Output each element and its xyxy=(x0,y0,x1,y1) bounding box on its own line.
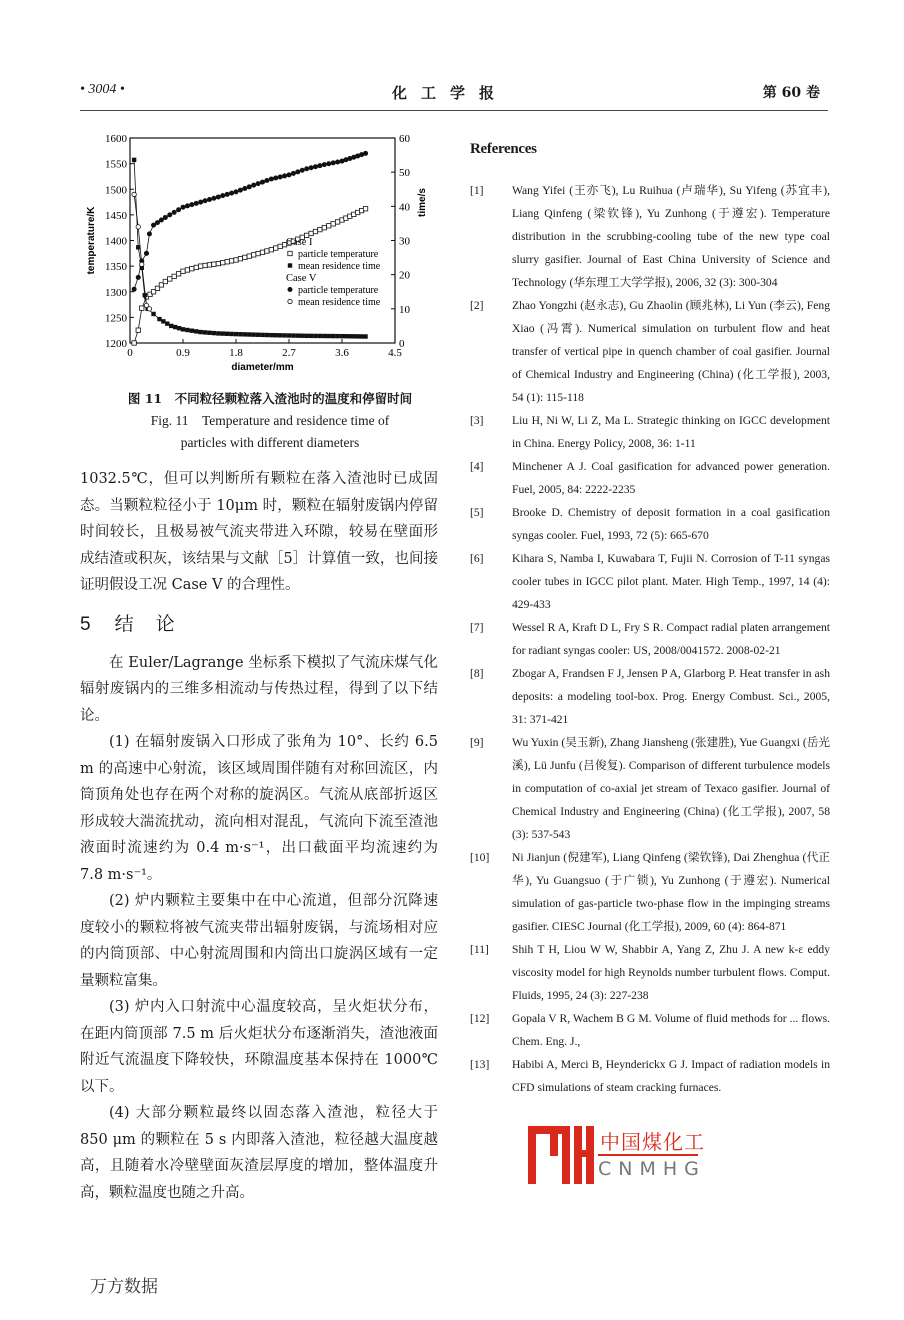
plot-frame xyxy=(130,138,395,343)
legend-group: Case I xyxy=(286,237,313,248)
watermark-en: CNMHG xyxy=(598,1158,706,1180)
reference-item xyxy=(470,455,830,501)
paragraph: 1032.5℃，但可以判断所有颗粒在落入渣池时已成固态。当颗粒粒径小于 10μm 时，颗粒在辐射废锅内停留时间较长，且极易被气流夹带进入环隙，较易在壁面形成结渣或积灰，该结果与文献［5］计算值一致，也间接证明假设工况 Case V 的合理性。 xyxy=(80,471,438,593)
watermark-cn: 中国煤化工 xyxy=(598,1126,707,1155)
y-tick-label: 1600 xyxy=(105,133,127,145)
y-tick-label: 1350 xyxy=(105,261,127,274)
journal-title: 化工学报 xyxy=(391,84,508,102)
references-title: References xyxy=(470,141,537,157)
y2-tick-label: 10 xyxy=(399,303,410,316)
reference-text: Habibi A, Merci B, Heynderickx G J. Impact of radiation models in CFD simulations of steam cracking furnaces. xyxy=(512,1058,830,1094)
reference-text: Wang Yifei (王亦飞), Lu Ruihua (卢瑞华), Su Yifeng (苏宜丰), Liang Qinfeng (梁钦锋), Yu Zunhong (于遵宏). Temperature distribution in the scrubbing-cooling tube of the new type coal slurry gasifier. Journal of East China University of Science and Technology (华东理工大学学报), 2006, 32 (3): 300-304 xyxy=(512,184,830,289)
running-header xyxy=(80,82,820,106)
y-tick-label: 1400 xyxy=(105,235,127,248)
y2-tick-label: 30 xyxy=(399,235,410,248)
legend-entry: mean residence time xyxy=(298,297,381,308)
reference-text: Ni Jianjun (倪建军), Liang Qinfeng (梁钦锋), Dai Zhenghua (代正华), Yu Guangsuo (于广锁), Yu Zunhong (于遵宏). Numerical simulation of gas-particle two-phase flow in the impinging streams gasifier. CIESC Journal (化工学报), 2009, 60 (4): 864-871 xyxy=(512,851,830,933)
section-title: 结论 xyxy=(114,612,197,635)
x-tick-label: 0.9 xyxy=(176,347,190,359)
reference-text: Gopala V R, Wachem B G M. Volume of fluid methods for ... flows. Chem. Eng. J., xyxy=(512,1012,830,1048)
y-axis-label: temperature/K xyxy=(86,206,97,275)
references-section xyxy=(470,138,830,1099)
x-tick-label: 4.5 xyxy=(388,347,402,359)
references-list xyxy=(470,179,830,1099)
figure-11-chart xyxy=(80,125,430,387)
paragraph: (1) 在辐射废锅入口形成了张角为 10°、长约 6.5 m 的高速中心射流，该区域周围伴随有对称回流区，内筒顶角处也存在两个对称的旋涡区。气流从底部折返区形成较大湍流扰动，流向相对混乱，气流向下流至渣池液面时流速约为 0.4 m·s⁻¹，出口截面平均流速约为 7.8 m·s⁻¹。 xyxy=(80,734,438,883)
reference-item xyxy=(470,501,830,547)
body-text xyxy=(80,466,438,1206)
figure-caption xyxy=(80,388,460,454)
x-axis-label: diameter/mm xyxy=(231,362,294,373)
x-tick-label: 0 xyxy=(127,347,133,359)
reference-number: [3] xyxy=(470,414,484,427)
reference-text: Shih T H, Liou W W, Shabbir A, Yang Z, Zhu J. A new k-ε eddy viscosity model for high Reynolds number turbulent flows. Comput. Fluids, 1995, 24 (3): 227-238 xyxy=(512,943,830,1002)
reference-text: Minchener A J. Coal gasification for advanced power generation. Fuel, 2005, 84: 2222-2235 xyxy=(512,460,830,496)
reference-item xyxy=(470,409,830,455)
legend-entry: particle temperature xyxy=(298,249,379,260)
x-tick-label: 1.8 xyxy=(229,347,243,359)
reference-item xyxy=(470,547,830,616)
y2-tick-label: 20 xyxy=(399,269,410,282)
y-tick-label: 1500 xyxy=(105,184,127,197)
reference-text: Zhao Yongzhi (赵永志), Gu Zhaolin (顾兆林), Li Yun (李云), Feng Xiao (冯霄). Numerical simulation on turbulent flow and heat transfer of vertical pipe in quench chamber of coal gasifier. Journal of Chemical Industry and Engineering (China) (化工学报), 2003, 54 (1): 115-118 xyxy=(512,299,830,404)
reference-item xyxy=(470,1053,830,1099)
reference-number: [10] xyxy=(470,851,490,864)
section-heading xyxy=(80,609,438,640)
reference-number: [7] xyxy=(470,621,484,634)
watermark-logo xyxy=(528,1126,738,1184)
reference-number: [11] xyxy=(470,943,489,956)
reference-text: Wu Yuxin (吴玉新), Zhang Jiansheng (张建胜), Yue Guangxi (岳光溪), Lü Junfu (吕俊复). Comparison of different turbulence models in computation of co-axial jet stream of Texaco gasifier. Journal of Chemical Industry and Engineering (China) (化工学报), 2007, 58 (3): 537-543 xyxy=(512,736,830,841)
reference-number: [9] xyxy=(470,736,484,749)
y2-tick-label: 50 xyxy=(399,167,410,180)
reference-item xyxy=(470,1007,830,1053)
caption-en-2: particles with different diameters xyxy=(180,435,360,450)
legend-group: Case V xyxy=(286,273,317,284)
header-rule xyxy=(80,110,828,112)
paragraph: (4) 大部分颗粒最终以固态落入渣池，粒径大于 850 μm 的颗粒在 5 s 内即落入渣池，粒径越大温度越高，且随着水冷壁壁面灰渣层厚度的增加，整体温度升高，颗粒温度也随之升高。 xyxy=(80,1105,438,1201)
chart-canvas xyxy=(80,125,430,387)
paragraph: (2) 炉内颗粒主要集中在中心流道，但部分沉降速度较小的颗粒将被气流夹带出辐射废锅，与流场相对应的内筒顶部、中心射流周围和内筒出口旋涡区域有一定量颗粒富集。 xyxy=(80,893,438,989)
source-footer: 万方数据 xyxy=(90,1277,158,1297)
legend-entry: particle temperature xyxy=(298,285,379,296)
paragraph: (3) 炉内入口射流中心温度较高，呈火炬状分布，在距内筒顶部 7.5 m 后火炬状分布逐渐消失，渣池液面附近气流温度下降较快，环隙温度基本保持在 1000℃以下。 xyxy=(80,999,438,1095)
reference-number: [6] xyxy=(470,552,484,565)
reference-number: [8] xyxy=(470,667,484,680)
reference-item xyxy=(470,938,830,1007)
reference-item xyxy=(470,662,830,731)
y-tick-label: 1550 xyxy=(105,158,127,171)
y-tick-label: 1200 xyxy=(105,338,127,350)
page-number: • 3004 • xyxy=(80,82,125,97)
reference-number: [12] xyxy=(470,1012,490,1025)
reference-text: Kihara S, Namba I, Kuwabara T, Fujii N. Corrosion of T-11 syngas cooler tubes in IGCC pilot plant. Mater. High Temp., 1997, 14 (4): 429-433 xyxy=(512,552,830,611)
y2-tick-label: 40 xyxy=(399,201,410,214)
reference-number: [4] xyxy=(470,460,484,473)
legend-entry: mean residence time xyxy=(298,261,381,272)
reference-text: Zbogar A, Frandsen F J, Jensen P A, Glarborg P. Heat transfer in ash deposits: a modeling tool-box. Prog. Energy Combust. Sci., 2005, 31: 371-421 xyxy=(512,667,830,726)
reference-item xyxy=(470,179,830,294)
reference-text: Brooke D. Chemistry of deposit formation in a coal gasification syngas cooler. Fuel, 1993, 72 (5): 665-670 xyxy=(512,506,830,542)
reference-text: Wessel R A, Kraft D L, Fry S R. Compact radial platen arrangement for radiant syngas cooler: US, 2008/0041572. 2008-02-21 xyxy=(512,621,830,657)
caption-en-1: Fig. 11 Temperature and residence time of xyxy=(150,413,390,428)
y2-tick-label: 60 xyxy=(399,133,410,145)
reference-item xyxy=(470,294,830,409)
reference-number: [1] xyxy=(470,184,484,197)
reference-text: Liu H, Ni W, Li Z, Ma L. Strategic thinking on IGCC development in China. Energy Policy, 2008, 36: 1-11 xyxy=(512,414,830,450)
reference-item xyxy=(470,616,830,662)
y2-axis-label: time/s xyxy=(417,188,428,217)
paragraph: 在 Euler/Lagrange 坐标系下模拟了气流床煤气化辐射废锅内的三维多相流动与传热过程，得到了以下结论。 xyxy=(80,654,438,724)
reference-number: [2] xyxy=(470,299,484,312)
reference-number: [13] xyxy=(470,1058,490,1071)
reference-item xyxy=(470,846,830,938)
y-tick-label: 1450 xyxy=(105,209,127,222)
y-tick-label: 1250 xyxy=(105,312,127,325)
x-tick-label: 3.6 xyxy=(335,347,349,359)
reference-item xyxy=(470,731,830,846)
section-number: 5 xyxy=(80,613,93,635)
volume-label: 第 60 卷 xyxy=(762,85,820,101)
x-tick-label: 2.7 xyxy=(282,347,296,359)
caption-cn: 图 11 不同粒径颗粒落入渣池时的温度和停留时间 xyxy=(127,391,413,406)
y-tick-label: 1300 xyxy=(105,286,127,299)
y2-tick-label: 0 xyxy=(399,338,405,350)
reference-number: [5] xyxy=(470,506,484,519)
